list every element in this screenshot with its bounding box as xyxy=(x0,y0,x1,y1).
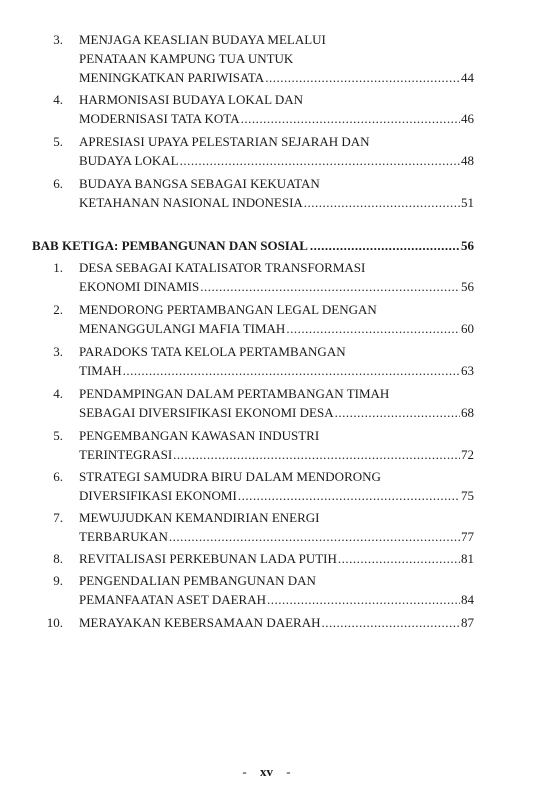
entry-title-line: MENJAGA KEASLIAN BUDAYA MELALUI xyxy=(79,32,326,47)
page-number: 46 xyxy=(461,111,474,126)
entry-number: 3. xyxy=(53,32,63,47)
entry-number: 1. xyxy=(53,260,63,275)
dot-leader xyxy=(267,590,460,610)
dot-leader xyxy=(335,403,460,423)
entry-title-line: BUDAYA LOKAL xyxy=(79,153,179,168)
chapter-page-number: 56 xyxy=(461,238,474,253)
page-footer xyxy=(0,764,533,780)
page-number: 51 xyxy=(461,195,474,210)
entry-number: 4. xyxy=(53,386,63,401)
entry-last-line xyxy=(79,319,474,339)
footer-page-number: xv xyxy=(260,764,273,779)
entry-number: 7. xyxy=(53,510,63,525)
entry-title-line: TERINTEGRASI xyxy=(79,447,173,462)
entry-number: 5. xyxy=(53,134,63,149)
entry-last-line xyxy=(79,590,474,610)
entry-title-line: MENINGKATKAN PARIWISATA xyxy=(79,70,265,85)
entry-title-line: PARADOKS TATA KELOLA PERTAMBANGAN xyxy=(79,344,346,359)
entry-last-line xyxy=(79,486,474,506)
entry-number: 9. xyxy=(53,573,63,588)
entry-last-line xyxy=(79,361,474,381)
entry-number: 3. xyxy=(53,344,63,359)
entry-title-line: EKONOMI DINAMIS xyxy=(79,279,200,294)
entry-title-line: PEMANFAATAN ASET DAERAH xyxy=(79,592,266,607)
dot-leader xyxy=(200,277,460,297)
chapter-heading[interactable] xyxy=(32,236,474,256)
entry-last-line xyxy=(79,549,474,569)
entry-title-line: MENDORONG PERTAMBANGAN LEGAL DENGAN xyxy=(79,302,377,317)
entry-title-line: PENGEMBANGAN KAWASAN INDUSTRI xyxy=(79,428,320,443)
entry-last-line xyxy=(79,109,474,129)
entry-title-line: PENATAAN KAMPUNG TUA UNTUK xyxy=(79,51,294,66)
entry-title-line: SEBAGAI DIVERSIFIKASI EKONOMI DESA xyxy=(79,405,334,420)
dot-leader xyxy=(169,527,460,547)
entry-last-line xyxy=(79,193,474,213)
entry-title-line: MEWUJUDKAN KEMANDIRIAN ENERGI xyxy=(79,510,320,525)
entry-last-line xyxy=(79,151,474,171)
page-number: 75 xyxy=(461,488,474,503)
entry-number: 10. xyxy=(46,615,63,630)
page-number: 56 xyxy=(461,279,474,294)
dot-leader xyxy=(238,486,460,506)
footer-dash-right: - xyxy=(286,764,291,779)
entry-title-line: TIMAH xyxy=(79,363,122,378)
dot-leader xyxy=(241,109,460,129)
entry-title-line: TERBARUKAN xyxy=(79,529,168,544)
entry-last-line xyxy=(79,445,474,465)
dot-leader xyxy=(286,319,460,339)
entry-last-line xyxy=(79,403,474,423)
entry-last-line xyxy=(79,277,474,297)
entry-title-line: KETAHANAN NASIONAL INDONESIA xyxy=(79,195,303,210)
entry-last-line xyxy=(79,527,474,547)
page-number: 68 xyxy=(461,405,474,420)
entry-number: 8. xyxy=(53,551,63,566)
dot-leader xyxy=(173,445,460,465)
footer-dash-left: - xyxy=(242,764,247,779)
entry-number: 4. xyxy=(53,92,63,107)
entry-number: 6. xyxy=(53,176,63,191)
entry-title-line: REVITALISASI PERKEBUNAN LADA PUTIH xyxy=(79,551,337,566)
dot-leader xyxy=(123,361,460,381)
dot-leader xyxy=(321,613,460,633)
page-number: 81 xyxy=(461,551,474,566)
page-number: 63 xyxy=(461,363,474,378)
entry-last-line xyxy=(79,613,474,633)
dot-leader xyxy=(338,549,460,569)
entry-title-line: DESA SEBAGAI KATALISATOR TRANSFORMASI xyxy=(79,260,366,275)
page-number: 44 xyxy=(461,70,474,85)
entry-title-line: MERAYAKAN KEBERSAMAAN DAERAH xyxy=(79,615,321,630)
dot-leader xyxy=(310,236,459,256)
dot-leader xyxy=(304,193,460,213)
entry-number: 2. xyxy=(53,302,63,317)
entry-title-line: DIVERSIFIKASI EKONOMI xyxy=(79,488,237,503)
entry-title-line: PENDAMPINGAN DALAM PERTAMBANGAN TIMAH xyxy=(79,386,390,401)
entry-title-line: BUDAYA BANGSA SEBAGAI KEKUATAN xyxy=(79,176,320,191)
entry-title-line: PENGENDALIAN PEMBANGUNAN DAN xyxy=(79,573,316,588)
entry-title-line: APRESIASI UPAYA PELESTARIAN SEJARAH DAN xyxy=(79,134,370,149)
page-number: 84 xyxy=(461,592,474,607)
entry-number: 6. xyxy=(53,469,63,484)
entry-title-line: HARMONISASI BUDAYA LOKAL DAN xyxy=(79,92,304,107)
dot-leader xyxy=(180,151,460,171)
entry-title-line: STRATEGI SAMUDRA BIRU DALAM MENDORONG xyxy=(79,469,381,484)
chapter-title: BAB KETIGA: PEMBANGUNAN DAN SOSIAL xyxy=(32,238,308,253)
page-number: 87 xyxy=(461,615,474,630)
page-number: 48 xyxy=(461,153,474,168)
page-number: 72 xyxy=(461,447,474,462)
dot-leader xyxy=(265,68,460,88)
entry-title-line: MENANGGULANGI MAFIA TIMAH xyxy=(79,321,286,336)
entry-number: 5. xyxy=(53,428,63,443)
page-number: 77 xyxy=(461,529,474,544)
entry-last-line xyxy=(79,68,474,88)
page-number: 60 xyxy=(461,321,474,336)
entry-title-line: MODERNISASI TATA KOTA xyxy=(79,111,240,126)
